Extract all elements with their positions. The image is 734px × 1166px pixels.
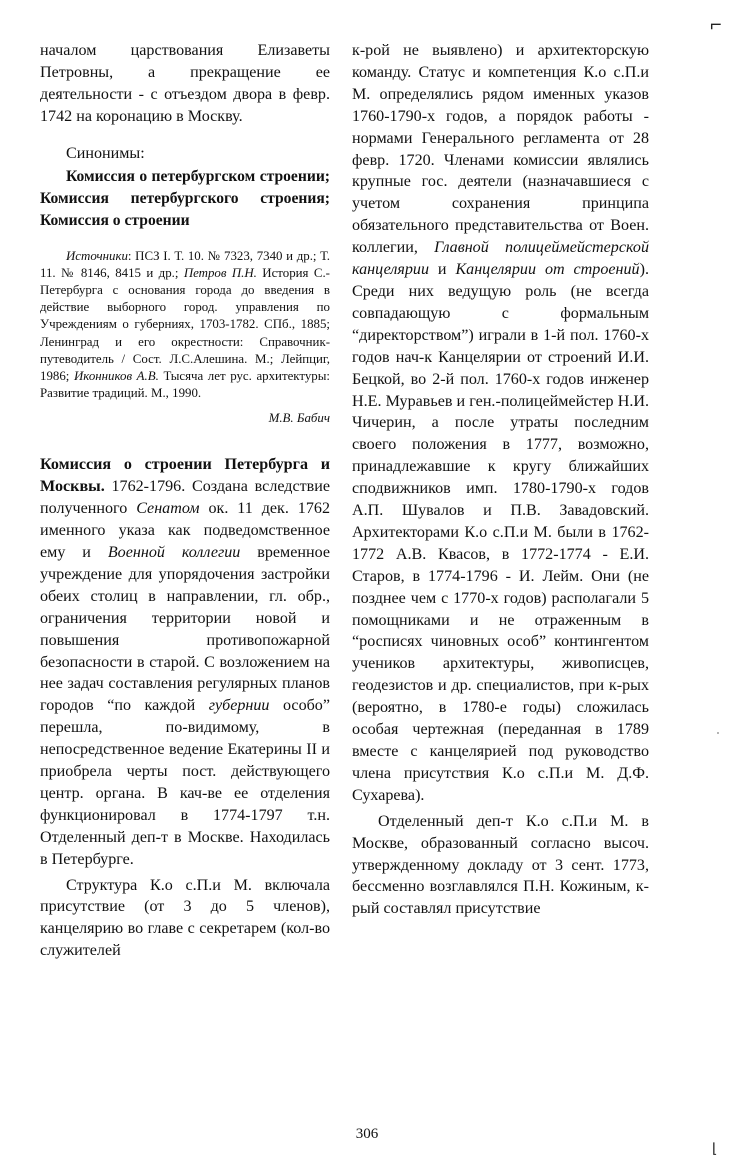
page-number: 306 <box>355 1126 379 1142</box>
sources-text-c: Тысяча лет рус. архитектуры: Развитие традиций. М., 1990. <box>40 368 330 401</box>
sources-author-ikonnikov: Иконников А.В. <box>73 368 159 383</box>
left-column <box>40 40 330 962</box>
structure-text-b: и <box>429 261 456 279</box>
entry-paragraph-2-continuation <box>352 40 649 807</box>
entry-paragraph-1 <box>40 454 330 870</box>
sources-author-petrov: Петров П.Н. <box>183 265 257 280</box>
cross-ref-senate[interactable]: Сенатом <box>136 500 200 518</box>
sources-block <box>40 248 330 403</box>
entry-headword: Комиссия о строении Петербурга и Москвы. <box>40 456 330 496</box>
entry-text-c: временное учреждение для упорядочения застройки обеих столиц в направлении, гл. обр., ограничения территории новой и повышения противопожарной безопасности в старой. С возложением на нее задач составления регулярных планов городов “по каждой <box>40 543 330 715</box>
entry-author: М.В. Бабич <box>268 411 330 426</box>
scan-mark-top: ⌐ <box>710 14 722 36</box>
right-column <box>352 40 649 920</box>
synonyms-label: Синонимы: <box>66 144 145 162</box>
structure-text-a: к-рой не выявлено) и архитекторскую команду. Статус и компетенция К.о с.П.и М. определялись рядом именных указов 1760-1790-х годов, а порядок работы - нормами Генерального регламента от 28 февр. 1720. Членами комиссии являлись крупные гос. деятели (назначавшиеся с учетом сохранения принципа обязательного представительства от Воен. коллегии, <box>352 42 649 257</box>
scan-mark-bottom: ⌊ <box>712 1140 718 1156</box>
sources-label: Источники <box>66 248 128 263</box>
entry-text-a: 1762-1796. Создана вследствие полученного <box>40 478 330 518</box>
scan-mark-middle: ˈ <box>716 730 720 744</box>
cross-ref-building-chancellery[interactable]: Канцелярии от строений <box>455 261 640 279</box>
entry-paragraph-3: Отделенный деп-т К.о с.П.и М. в Москве, образованный согласно высоч. утвержденному докладу от 3 сент. 1773, бессменно возглавлялся П.Н. Кожиным, к-рый составлял присутствие <box>352 812 649 918</box>
synonyms-list: Комиссия о петербургском строении; Комиссия петербургского строения; Комиссия о строении <box>40 167 330 229</box>
cross-ref-police-chancellery[interactable]: Главной полицеймейстерской канцелярии <box>352 239 649 279</box>
cross-ref-guberniya[interactable]: губернии <box>208 697 270 715</box>
entry-text-d: особо” перешла, по-видимому, в непосредственное ведение Екатерины II и приобрела черты пост. действующего центр. органа. В кач-ве ее отделения функционировал в 1774-1797 т.н. Отделенный деп-т в Москве. Находилась в Петербурге. <box>40 697 330 868</box>
entry-paragraph-2-start: Структура К.о с.П.и М. включала присутствие (от 3 до 5 членов), канцелярию во главе с секретарем (кол-во служителей <box>40 876 330 960</box>
entry-continuation-text: началом царствования Елизаветы Петровны, а прекращение ее деятельности - с отъездом двора в февр. 1742 на коронацию в Москву. <box>40 42 330 125</box>
entry-text-b: ок. 11 дек. 1762 именного указа как подведомственное ему и <box>40 500 330 561</box>
cross-ref-military-collegium[interactable]: Военной коллегии <box>107 543 241 561</box>
structure-text-c: ). Среди них ведущую роль (не всегда совпадающую с формальным “директорством”) играли в 1-й пол. 1760-х годов нач-к Канцелярии от строений И.И. Бецкой, во 2-й пол. 1760-х годов инженер Н.Е. Муравьев и ген.-полицеймейстер Н.И. Чичерин, а после утраты последним своего положения в 1777, возможно, принадлежавшие к кругу ближайших сподвижников имп. 1780-1790-х годов А.П. Шувалов и П.В. Завадовский. Архитекторами К.о с.П.и М. были в 1762-1772 А.В. Квасов, в 1772-1774 - Е.И. Старов, в 1774-1796 - И. Лейм. Они (не позднее чем с 1770-х годов) располагали 5 помощниками и не отраженным в “росписях чиновных особ” контингентом учеников архитектуры, живописцев, геодезистов и др. специалистов, при к-рых (вероятно, в 1780-е годы) сложилась особая чертежная (переданная в 1789 вместе с канцелярией под руководство члена присутствия К.о с.П.и М. Д.Ф. Сухарева). <box>352 261 649 804</box>
sources-text-b: История С.-Петербурга с основания города до введения в действие выборного город. управления по Учреждениям о губерниях, 1703-1782. СПб., 1885; Ленинград и его окрестности: Справочник-путеводитель / Сост. Л.С.Алешина. М.; Лейпциг, 1986; <box>40 265 330 383</box>
sources-text-a: : ПСЗ I. Т. 10. № 7323, 7340 и др.; Т. 11. № 8146, 8415 и др.; <box>40 248 330 280</box>
